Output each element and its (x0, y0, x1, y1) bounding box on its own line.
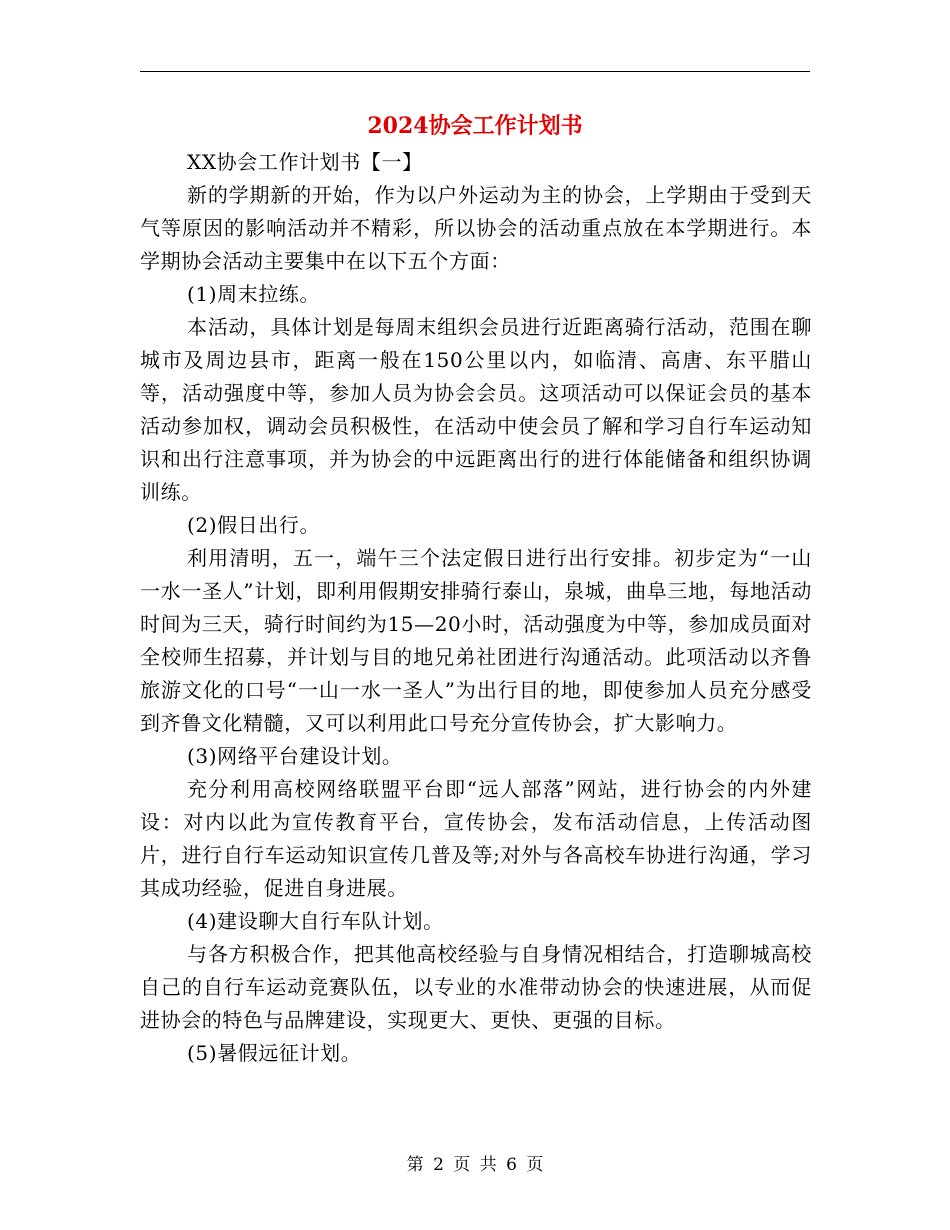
item-heading-5: (5)暑假远征计划。 (187, 1041, 362, 1065)
item-heading-2: (2)假日出行。 (187, 513, 321, 537)
page-number-footer: 第 2 页 共 6 页 (406, 1155, 544, 1175)
document-body (140, 146, 812, 1070)
section-heading: XX协会工作计划书【一】 (187, 150, 423, 174)
paragraph-item-3: 充分利用高校网络联盟平台即“远人部落”网站，进行协会的内外建设：对内以此为宣传教育平台，宣传协会，发布活动信息，上传活动图片，进行自行车运动知识宣传几普及等;对外与各高校车协进行沟通，学习其成功经验，促进自身进展。 (140, 777, 812, 900)
document-title: 2024协会工作计划书 (367, 113, 583, 139)
item-heading-4: (4)建设聊大自行车队计划。 (187, 909, 444, 933)
item-heading-3: (3)网络平台建设计划。 (187, 744, 403, 768)
item-heading-1: (1)周末拉练。 (187, 282, 321, 306)
header-rule (140, 71, 810, 72)
paragraph-intro: 新的学期新的开始，作为以户外运动为主的协会，上学期由于受到天气等原因的影响活动并不精彩，所以协会的活动重点放在本学期进行。本学期协会活动主要集中在以下五个方面： (140, 183, 812, 273)
paragraph-item-2: 利用清明，五一，端午三个法定假日进行出行安排。初步定为“一山一水一圣人”计划，即利用假期安排骑行泰山，泉城，曲阜三地，每地活动时间为三天，骑行时间约为15—20小时，活动强度为中等，参加成员面对全校师生招募，并计划与目的地兄弟社团进行沟通活动。此项活动以齐鲁旅游文化的口号“一山一水一圣人”为出行目的地，即使参加人员充分感受到齐鲁文化精髓，又可以利用此口号充分宣传协会，扩大影响力。 (140, 546, 812, 735)
paragraph-item-1: 本活动，具体计划是每周末组织会员进行近距离骑行活动，范围在聊城市及周边县市，距离一般在150公里以内，如临清、高唐、东平腊山等，活动强度中等，参加人员为协会会员。这项活动可以保证会员的基本活动参加权，调动会员积极性，在活动中使会员了解和学习自行车运动知识和出行注意事项，并为协会的中远距离出行的进行体能储备和组织协调训练。 (140, 315, 812, 504)
paragraph-item-4: 与各方积极合作，把其他高校经验与自身情况相结合，打造聊城高校自己的自行车运动竞赛队伍，以专业的水准带动协会的快速进展，从而促进协会的特色与品牌建设，实现更大、更快、更强的目标。 (140, 942, 812, 1032)
